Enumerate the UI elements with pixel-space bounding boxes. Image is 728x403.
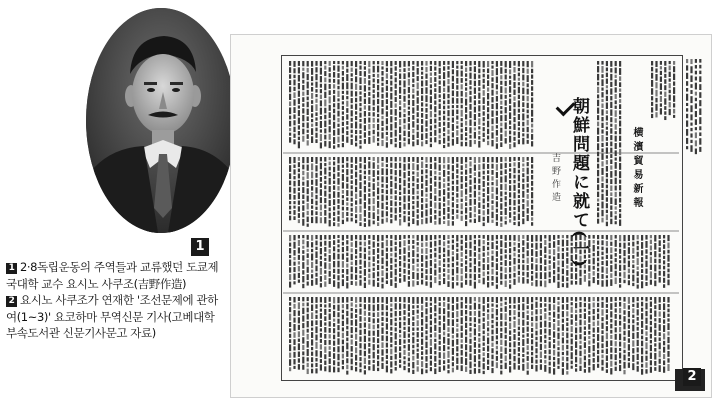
caption-item-1 (6, 259, 228, 292)
figure-number-2: 2 (683, 368, 701, 386)
portrait-illustration (86, 8, 236, 233)
figure-number-1: 1 (191, 238, 209, 256)
caption-number-2: 2 (6, 296, 17, 307)
figure-caption (6, 259, 228, 342)
article-byline: 吉野作造 (550, 153, 560, 205)
caption-text-1: 2·8독립운동의 주역들과 교류했던 도쿄제국대학 교수 요시노 사쿠조(吉野作造) (6, 260, 219, 291)
caption-text-2: 요시노 사쿠조가 연재한 '조선문제에 관하여(1~3)' 요코하마 무역신문 기사(고베대학 부속도서관 신문기사문고 자료) (6, 293, 218, 341)
article-headline: 朝鮮問題に就て(一) (569, 97, 589, 270)
portrait-photo (86, 8, 236, 233)
caption-item-2 (6, 292, 228, 342)
caption-number-1: 1 (6, 263, 17, 274)
newspaper-clipping (230, 34, 712, 398)
article-frame (281, 55, 683, 381)
newspaper-name: 横濱貿易新報 (631, 127, 642, 211)
